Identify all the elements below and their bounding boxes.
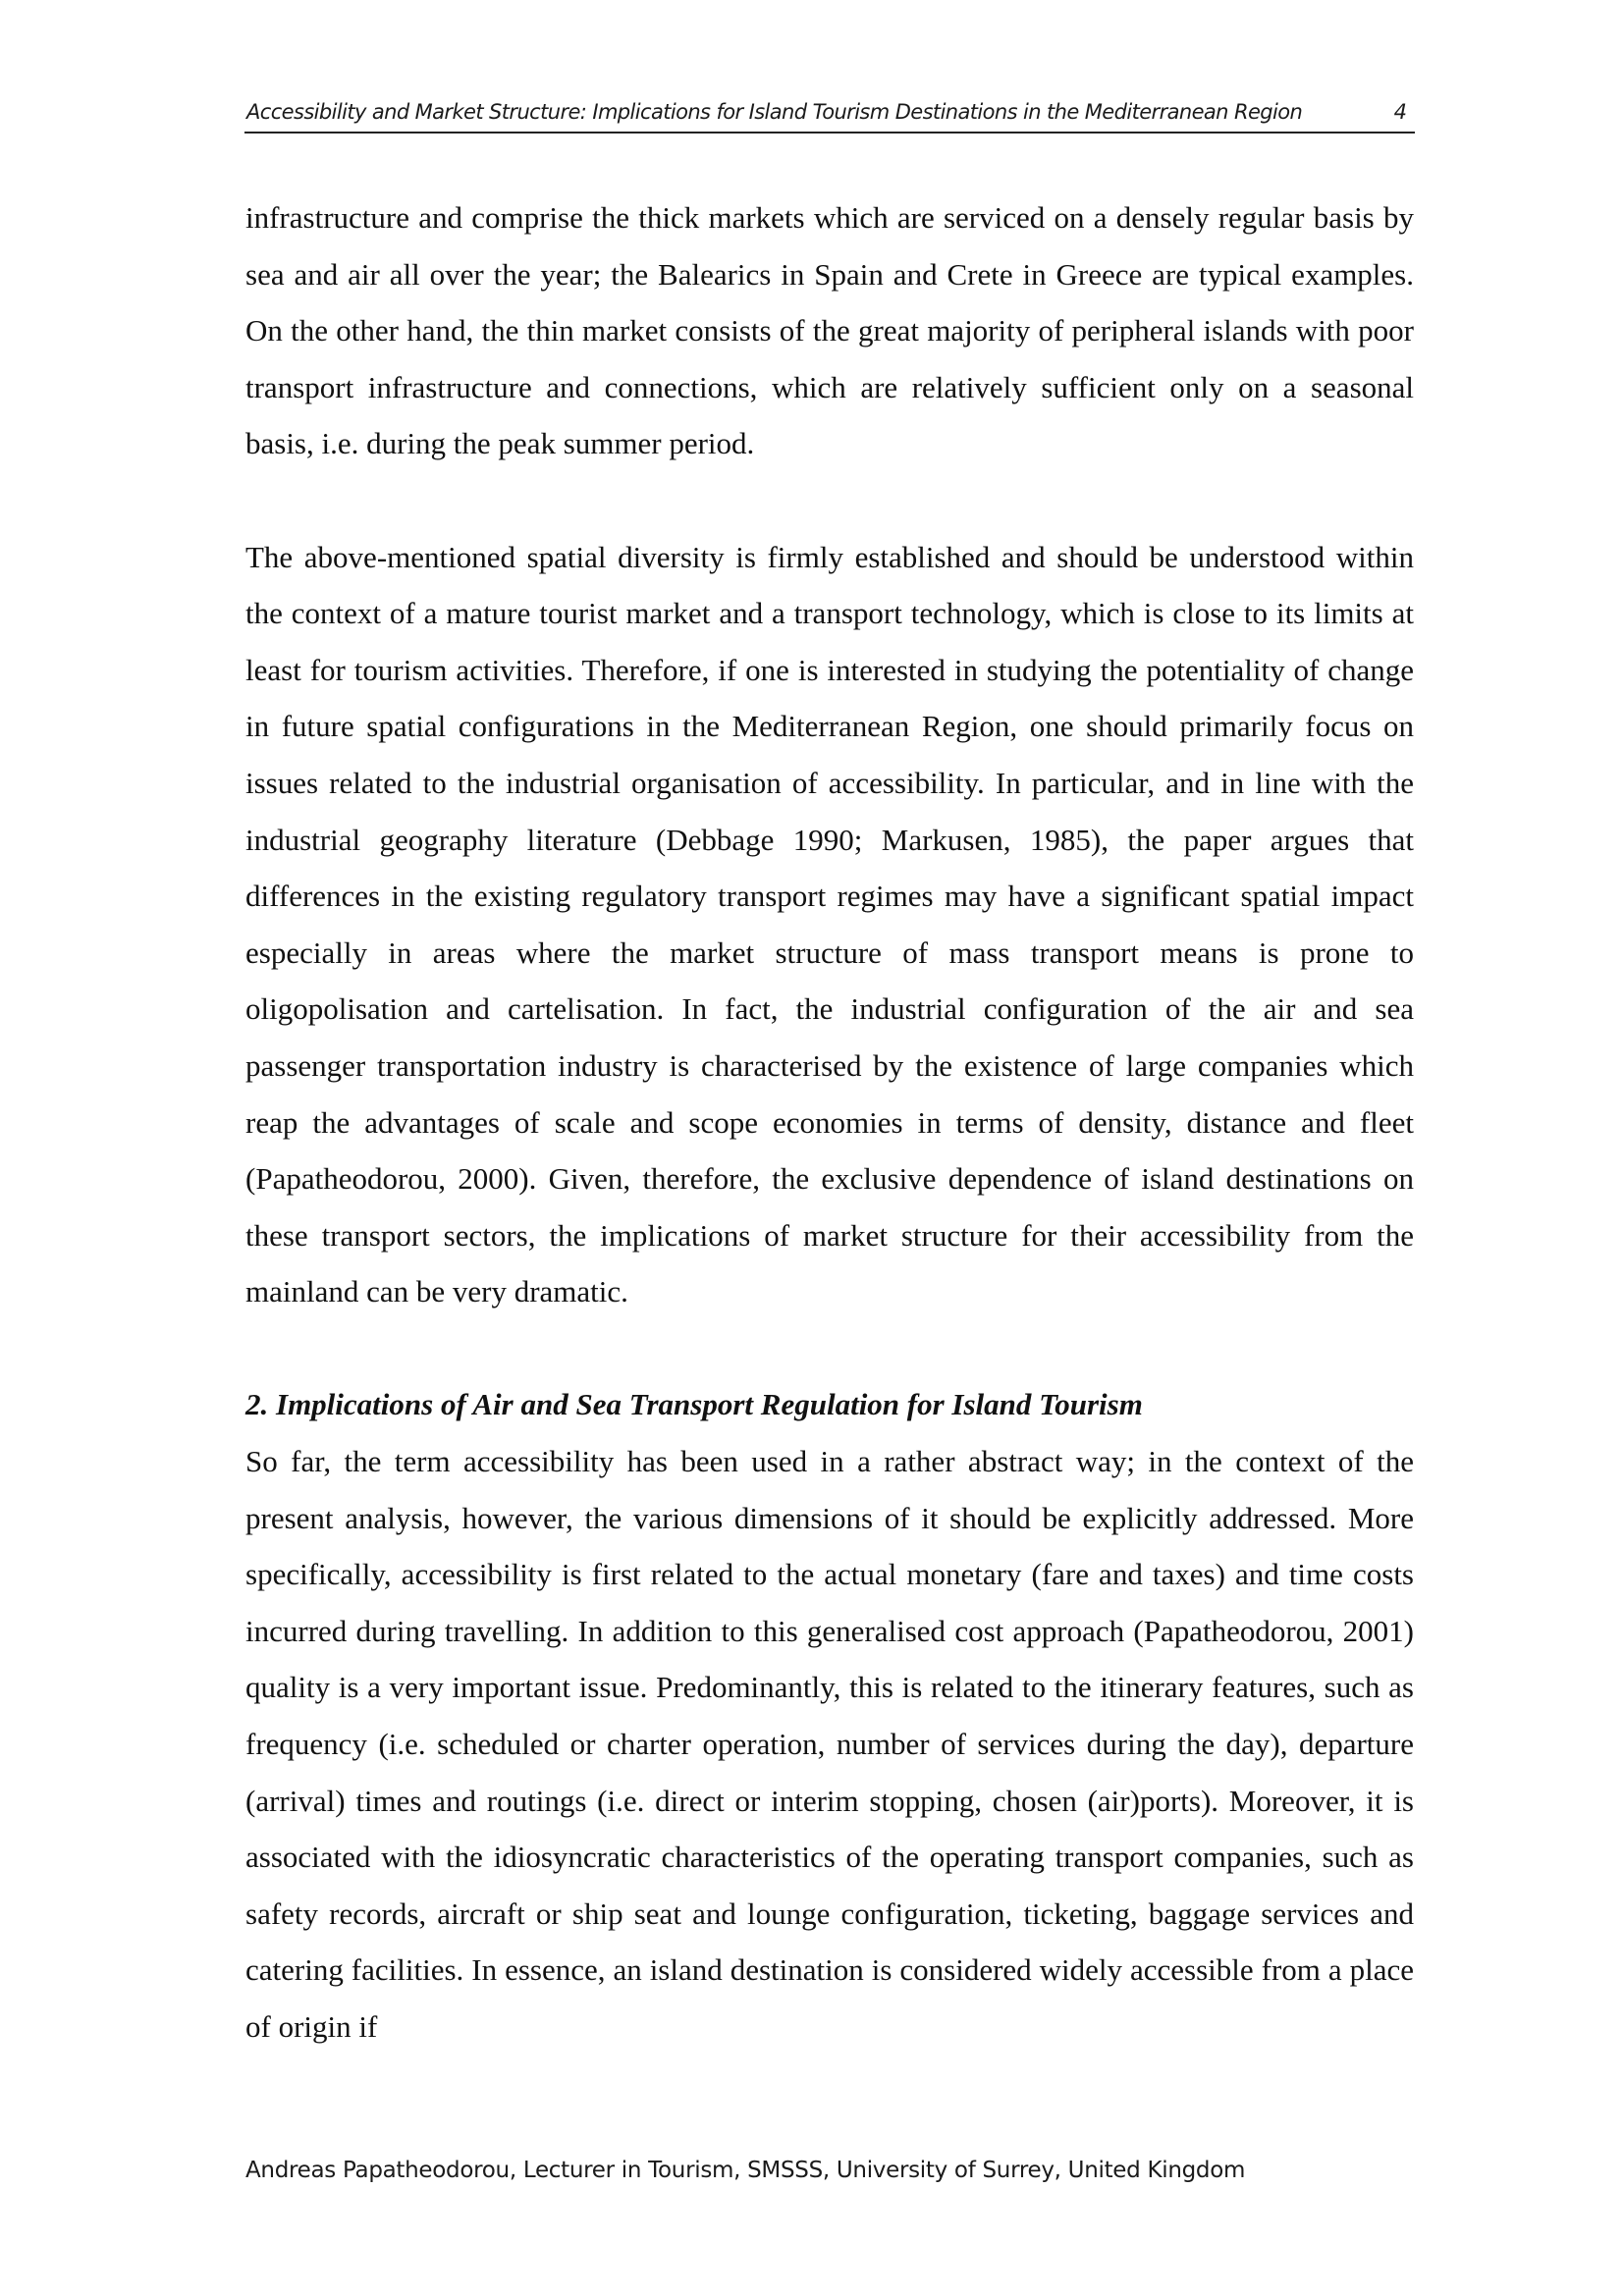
section-heading: 2. Implications of Air and Sea Transport Regulation for Island Tourism <box>245 1387 1143 1422</box>
page-number: 4 <box>1393 100 1407 124</box>
running-header-title: Accessibility and Market Structure: Implications for Island Tourism Destinations in the Mediterranean Region <box>246 100 1303 124</box>
main-body <box>245 189 1414 2056</box>
page-footer: Andreas Papatheodorou, Lecturer in Tourism, SMSSS, University of Surrey, United Kingdom <box>245 2158 1246 2183</box>
paragraph-continuation: infrastructure and comprise the thick markets which are serviced on a densely regular basis by sea and air all over the year; the Balearics in Spain and Crete in Greece are typical examples. On the other hand, the thin market consists of the great majority of peripheral islands with poor transport infrastructure and connections, which are relatively sufficient only on a seasonal basis, i.e. during the peak summer period. <box>245 200 1414 461</box>
running-header <box>244 94 1415 133</box>
paragraph-spatial-diversity: The above-mentioned spatial diversity is firmly established and should be understood within the context of a mature tourist market and a transport technology, which is close to its limits at least for tourism activities. Therefore, if one is interested in studying the potentiality of change in future spatial configurations in the Mediterranean Region, one should primarily focus on issues related to the industrial organisation of accessibility. In particular, and in line with the industrial geography literature (Debbage 1990; Markusen, 1985), the paper argues that differences in the existing regulatory transport regimes may have a significant spatial impact especially in areas where the market structure of mass transport means is prone to oligopolisation and cartelisation. In fact, the industrial configuration of the air and sea passenger transportation industry is characterised by the existence of large companies which reap the advantages of scale and scope economies in terms of density, distance and fleet (Papatheodorou, 2000). Given, therefore, the exclusive dependence of island destinations on these transport sectors, the implications of market structure for their accessibility from the mainland can be very dramatic. <box>245 539 1414 1309</box>
paragraph-accessibility: So far, the term accessibility has been used in a rather abstract way; in the context of the present analysis, however, the various dimensions of it should be explicitly addressed. More specifically, accessibility is first related to the actual monetary (fare and taxes) and time costs incurred during travelling. In addition to this generalised cost approach (Papatheodorou, 2001) quality is a very important issue. Predominantly, this is related to the itinerary features, such as frequency (i.e. scheduled or charter operation, number of services during the day), departure (arrival) times and routings (i.e. direct or interim stopping, chosen (air)ports). Moreover, it is associated with the idiosyncratic characteristics of the operating transport companies, such as safety records, aircraft or ship seat and lounge configuration, ticketing, baggage services and catering facilities. In essence, an island destination is considered widely accessible from a place of origin if <box>245 1444 1414 2044</box>
